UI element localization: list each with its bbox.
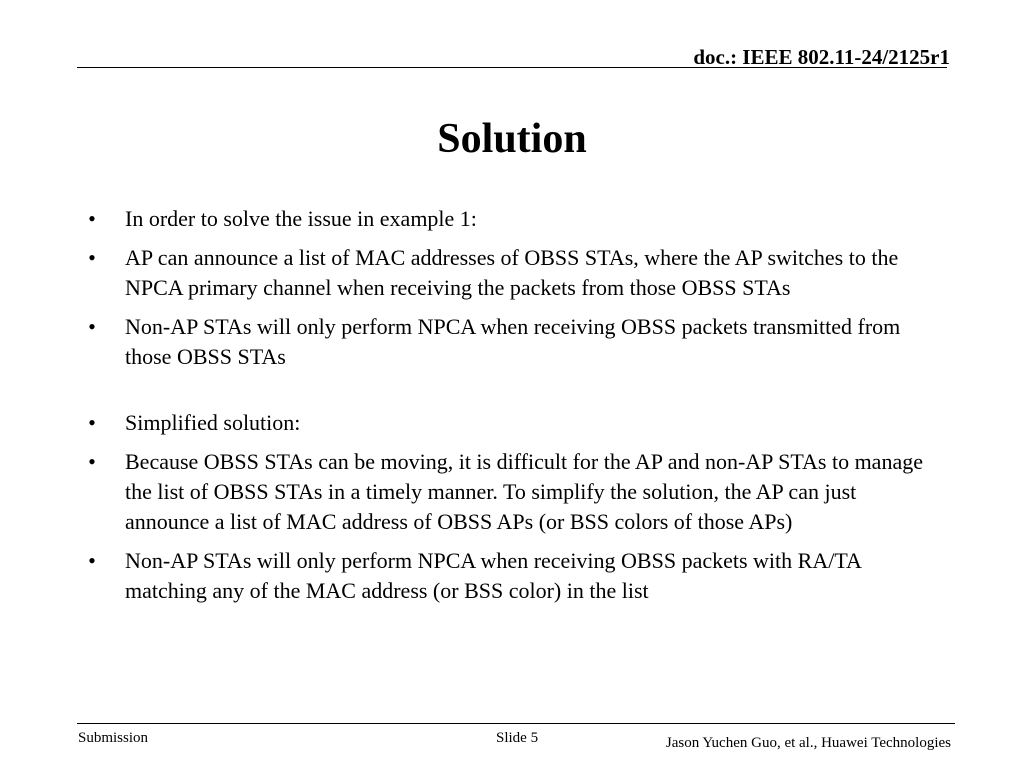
footer-authors: Jason Yuchen Guo, et al., Huawei Technologies <box>665 735 951 751</box>
slide-title: Solution <box>437 116 587 162</box>
bullet-item <box>84 243 944 303</box>
bullet-dot: • <box>88 245 96 270</box>
bullet-item <box>84 204 944 234</box>
bullet-dot: • <box>88 449 96 474</box>
bullet-text: In order to solve the issue in example 1: <box>125 206 477 231</box>
bullet-text: Because OBSS STAs can be moving, it is difficult for the AP and non-AP STAs to manage the list of OBSS STAs in a timely manner. To simplify the solution, the AP can just announce a list of MAC address of OBSS APs (or BSS colors of those APs) <box>125 449 923 534</box>
bullet-text: AP can announce a list of MAC addresses of OBSS STAs, where the AP switches to the NPCA primary channel when receiving the packets from those OBSS STAs <box>125 245 899 300</box>
bullet-item <box>84 447 944 537</box>
bullet-text: Non-AP STAs will only perform NPCA when receiving OBSS packets transmitted from those OBSS STAs <box>125 314 901 369</box>
bullet-text: Simplified solution: <box>125 410 301 435</box>
bullet-item <box>84 546 944 606</box>
bullet-text: Non-AP STAs will only perform NPCA when receiving OBSS packets with RA/TA matching any of the MAC address (or BSS color) in the list <box>125 548 861 603</box>
slide-number: Slide 5 <box>496 730 539 746</box>
bullet-dot: • <box>88 314 96 339</box>
footer-submission: Submission <box>78 730 149 746</box>
header-divider <box>77 67 947 68</box>
document-id: doc.: IEEE 802.11-24/2125r1 <box>693 45 950 69</box>
bullet-item <box>84 312 944 372</box>
bullet-list <box>84 204 944 615</box>
bullet-dot: • <box>88 548 96 573</box>
footer-divider <box>77 723 955 724</box>
bullet-item <box>84 408 944 438</box>
bullet-dot: • <box>88 206 96 231</box>
bullet-dot: • <box>88 410 96 435</box>
